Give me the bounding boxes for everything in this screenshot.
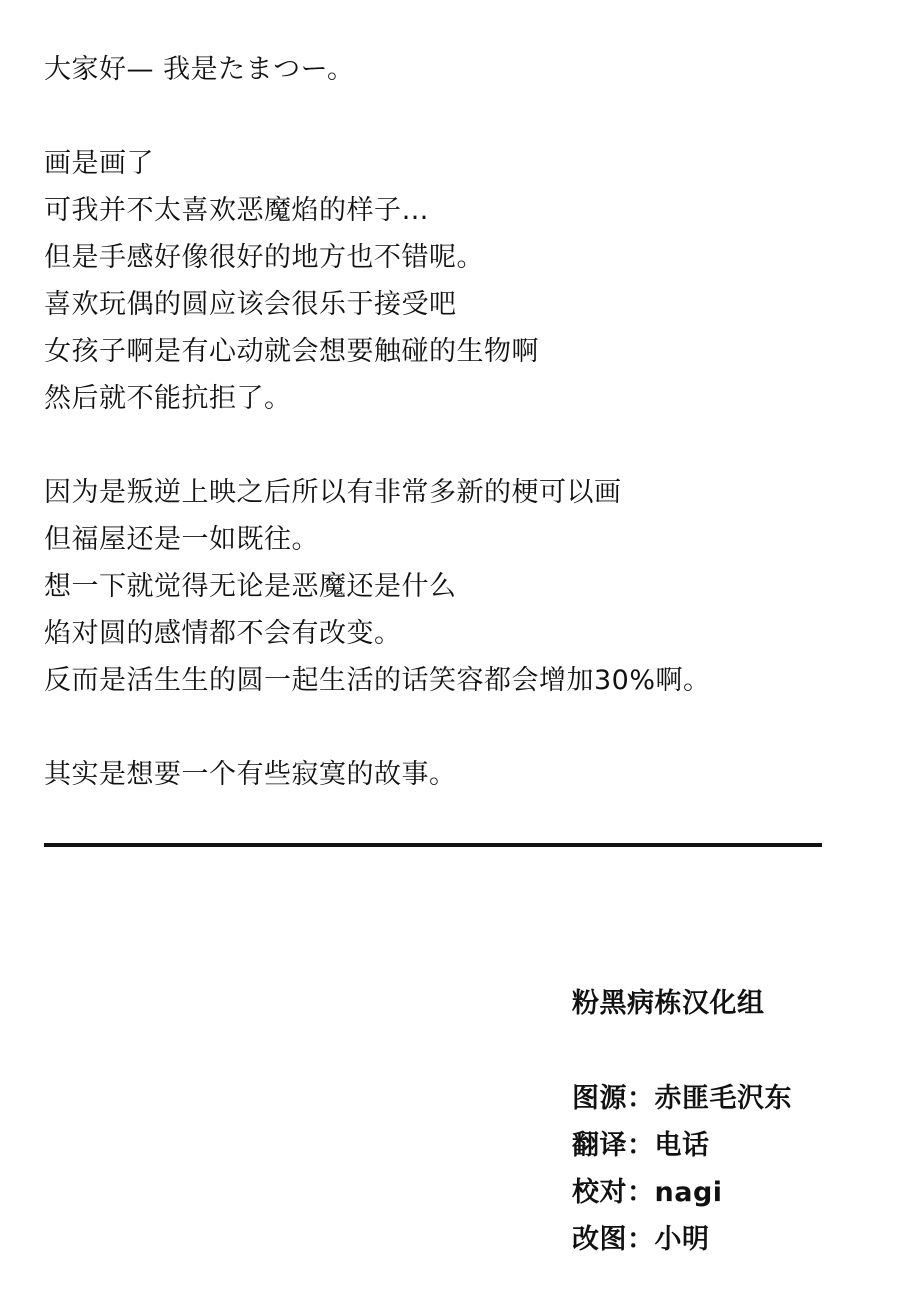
text-line: 因为是叛逆上映之后所以有非常多新的梗可以画: [44, 477, 622, 508]
paragraph-gap: [44, 704, 844, 751]
text-line: 焰对圆的感情都不会有改变。: [44, 618, 402, 649]
afterword-text: [44, 46, 844, 798]
credits-gap: [572, 1027, 882, 1075]
text-line: 女孩子啊是有心动就会想要触碰的生物啊: [44, 336, 539, 367]
credit-translator: 翻译：电话: [572, 1130, 710, 1161]
credits-block: [572, 980, 882, 1263]
text-line: 大家好— 我是たまつー。: [44, 54, 355, 85]
text-line: 但是手感好像很好的地方也不错呢。: [44, 242, 484, 273]
scanlation-group-name: 粉黑病栋汉化组: [572, 988, 765, 1019]
credit-proofreader: 校对：nagi: [572, 1177, 723, 1208]
paragraph-gap: [44, 93, 844, 140]
text-line: 可我并不太喜欢恶魔焰的样子…: [44, 195, 429, 226]
credit-editor: 改图：小明: [572, 1224, 710, 1255]
text-line: 然后就不能抗拒了。: [44, 383, 292, 414]
text-line: 喜欢玩偶的圆应该会很乐于接受吧: [44, 289, 457, 320]
divider-rule: [44, 843, 822, 847]
text-line: 想一下就觉得无论是恶魔还是什么: [44, 571, 457, 602]
paragraph-gap: [44, 422, 844, 469]
text-line: 但福屋还是一如既往。: [44, 524, 319, 555]
text-line: 其实是想要一个有些寂寞的故事。: [44, 759, 457, 790]
credit-source: 图源：赤匪毛沢东: [572, 1083, 792, 1114]
text-line: 反而是活生生的圆一起生活的话笑容都会增加30%啊。: [44, 665, 711, 696]
text-line: 画是画了: [44, 148, 154, 179]
